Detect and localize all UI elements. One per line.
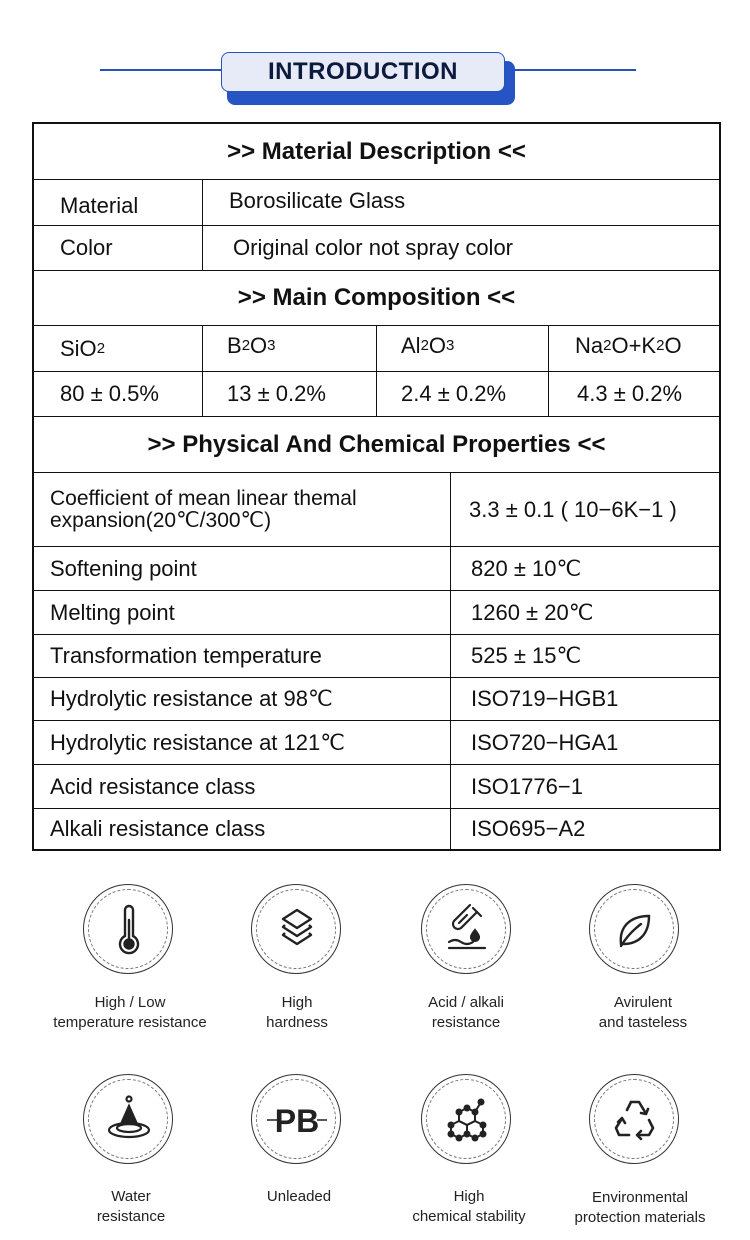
composition-value-row <box>34 372 719 417</box>
color-row <box>34 226 719 271</box>
spec-table <box>32 122 721 851</box>
property-value: 3.3 ± 0.1 ( 10−6K−1 ) <box>450 473 719 546</box>
properties-section-title: >> Physical And Chemical Properties << <box>34 417 719 473</box>
recycle-icon <box>589 1074 679 1164</box>
composition-header-al2o3: Al 2 O 3 <box>376 326 548 371</box>
property-value: ISO1776−1 <box>450 765 719 808</box>
composition-value-al2o3: 2.4 ± 0.2% <box>376 372 548 416</box>
header-box <box>221 52 505 92</box>
property-label: Hydrolytic resistance at 98℃ <box>50 686 333 711</box>
property-value: 1260 ± 20℃ <box>450 591 719 634</box>
composition-header-sio2: SiO 2 <box>60 335 106 361</box>
property-row <box>34 635 719 678</box>
color-value: Original color not spray color <box>202 226 719 270</box>
property-row <box>34 473 719 547</box>
water-drop-icon <box>83 1074 173 1164</box>
composition-header-row <box>34 326 719 372</box>
property-row <box>34 721 719 765</box>
property-row <box>34 591 719 635</box>
property-label: Transformation temperature <box>50 643 322 668</box>
property-row <box>34 547 719 591</box>
property-label: Acid resistance class <box>50 773 256 799</box>
property-value: 820 ± 10℃ <box>450 547 719 590</box>
property-label: Melting point <box>50 599 175 625</box>
leaf-icon <box>589 884 679 974</box>
feature-caption: High / Low temperature resistance <box>53 994 207 1031</box>
property-value: 525 ± 15℃ <box>450 635 719 677</box>
property-label: Coefficient of mean linear themal expansion(20℃/300℃) <box>50 486 357 532</box>
material-row <box>34 180 719 226</box>
feature-caption: Acid / alkali resistance <box>428 994 504 1031</box>
color-label: Color <box>60 235 113 260</box>
property-label: Alkali resistance class <box>50 816 266 841</box>
composition-value-sio2: 80 ± 0.5% <box>60 381 159 406</box>
composition-section-title: >> Main Composition << <box>34 271 719 326</box>
property-value: ISO719−HGB1 <box>450 678 719 720</box>
molecule-icon <box>421 1074 511 1164</box>
property-row <box>34 809 719 849</box>
header-line-right <box>510 69 636 71</box>
material-value: Borosilicate Glass <box>202 180 719 225</box>
layers-icon <box>251 884 341 974</box>
header-title: INTRODUCTION <box>268 58 458 85</box>
thermometer-icon <box>83 884 173 974</box>
pb-icon <box>251 1074 341 1164</box>
property-row <box>34 765 719 809</box>
composition-value-na2o-k2o: 4.3 ± 0.2% <box>548 372 719 416</box>
composition-header-b2o3: B 2 O 3 <box>202 326 376 371</box>
composition-value-b2o3: 13 ± 0.2% <box>202 372 376 416</box>
material-section-title: >> Material Description << <box>34 124 719 180</box>
composition-header-na2o-k2o: Na 2 O+K 2 O <box>548 326 719 371</box>
feature-caption: High chemical stability <box>412 1188 526 1225</box>
property-value: ISO720−HGA1 <box>450 721 719 764</box>
header-line-left <box>100 69 224 71</box>
feature-caption: Environmental protection materials <box>574 1189 706 1226</box>
feature-caption: Water resistance <box>96 1188 166 1225</box>
section-header <box>0 26 750 86</box>
test-tube-icon <box>421 884 511 974</box>
pb-mark: PB <box>274 1103 320 1139</box>
feature-caption: Avirulent and tasteless <box>598 994 688 1031</box>
property-row <box>34 678 719 721</box>
property-value: ISO695−A2 <box>450 809 719 849</box>
property-label: Softening point <box>50 555 197 581</box>
feature-caption: Unleaded <box>266 1188 332 1205</box>
property-label: Hydrolytic resistance at 121℃ <box>50 729 345 755</box>
feature-caption: High hardness <box>266 994 328 1031</box>
material-label: Material <box>60 192 139 218</box>
